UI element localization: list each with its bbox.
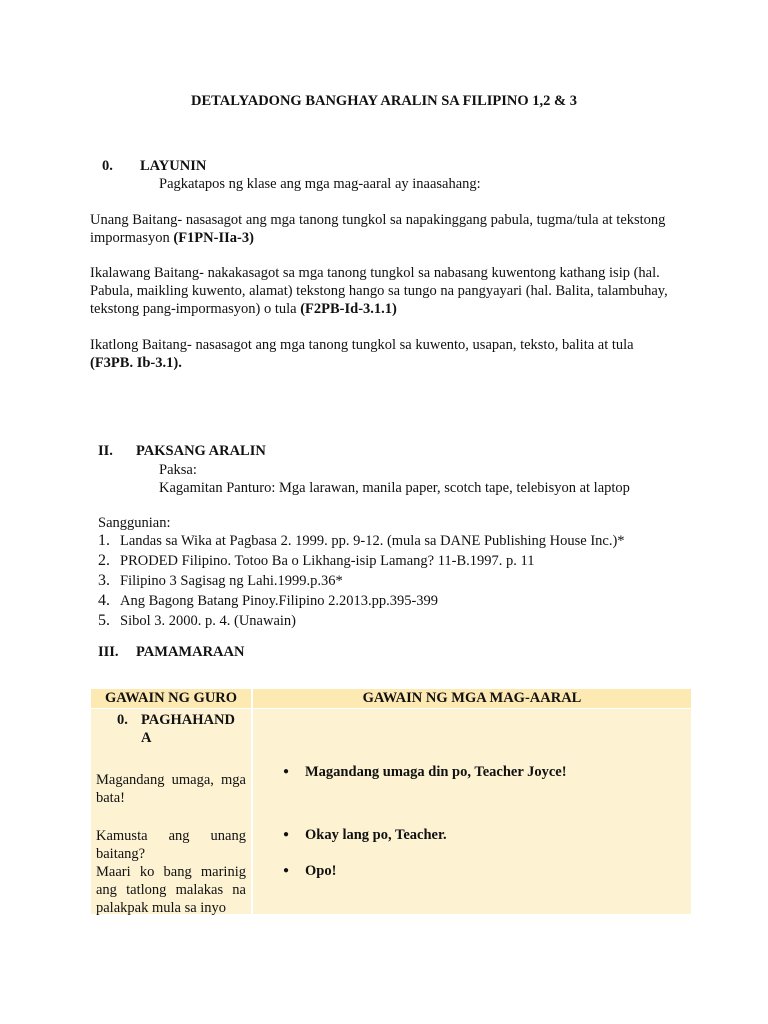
section-number: III.	[98, 644, 119, 660]
objective-grade-1	[90, 211, 680, 247]
student-activity-cell	[252, 709, 691, 915]
layunin-intro: Pagkatapos ng klase ang mga mag-aaral ay inaasahang:	[159, 176, 481, 192]
objective-code: (F3PB. Ib-3.1).	[90, 355, 182, 371]
activity-table	[91, 689, 691, 914]
document-title: DETALYADONG BANGHAY ARALIN SA FILIPINO 1,2 & 3	[191, 93, 577, 109]
bullet-icon: ●	[283, 766, 290, 777]
student-column-header: GAWAIN NG MGA MAG-AARAL	[252, 689, 691, 709]
section-title: PAMAMARAAN	[136, 644, 245, 660]
objective-code: (F2PB-Id-3.1.1)	[300, 301, 397, 317]
reference-item: 1. Landas sa Wika at Pagbasa 2. 1999. pp. 9-12. (mula sa DANE Publishing House Inc.)*	[98, 532, 625, 549]
objective-text: Ikalawang Baitang- nakakasagot sa mga tanong tungkol sa nabasang kuwentong kathang isip (hal. Pabula, maikling kuwento, alamat) tekstong hango sa tungo na pangyayari (hal. Balita, talambuhay, tekstong pang-impormasyon) o tula	[90, 265, 668, 317]
teacher-line-kamusta: Kamusta ang unang baitang?	[96, 828, 246, 862]
paksa-label: Paksa:	[159, 462, 197, 478]
references-list	[98, 531, 625, 631]
student-response-1: ● Magandang umaga din po, Teacher Joyce!	[283, 764, 567, 780]
reference-item: 2. PRODED Filipino. Totoo Ba o Likhang-isip Lamang? 11-B.1997. p. 11	[98, 552, 535, 569]
teacher-line-greeting: Magandang umaga, mga bata!	[96, 772, 246, 806]
objective-text: Unang Baitang- nasasagot ang mga tanong tungkol sa napakinggang pabula, tugma/tula at tekstong impormasyon	[90, 212, 666, 246]
teacher-column-header: GAWAIN NG GURO	[91, 689, 252, 709]
objective-grade-2	[90, 264, 680, 318]
objective-grade-3	[90, 336, 680, 372]
section-paksang-aralin-heading	[98, 442, 266, 460]
student-response-3: ● Opo!	[283, 863, 337, 879]
sanggunian-label: Sanggunian:	[98, 515, 171, 531]
section-pamamaraan-heading	[98, 643, 244, 661]
kagamitan-line: Kagamitan Panturo: Mga larawan, manila paper, scotch tape, telebisyon at laptop	[159, 480, 630, 496]
teacher-line-palakpak: Maari ko bang marinig ang tatlong malakas na palakpak mula sa inyo	[96, 864, 246, 916]
reference-item: 4. Ang Bagong Batang Pinoy.Filipino 2.2013.pp.395-399	[98, 592, 439, 609]
section-title: PAKSANG ARALIN	[136, 443, 266, 459]
reference-item: 3. Filipino 3 Sagisag ng Lahi.1999.p.36*	[98, 572, 343, 589]
reference-item: 5. Sibol 3. 2000. p. 4. (Unawain)	[98, 612, 296, 629]
section-title: LAYUNIN	[140, 158, 207, 174]
objective-code: (F1PN-IIa-3)	[173, 230, 254, 246]
section-number: 0.	[102, 158, 113, 174]
objective-text: Ikatlong Baitang- nasasagot ang mga tanong tungkol sa kuwento, usapan, teksto, balita at tula	[90, 337, 634, 353]
subsection-paghahanda: 0. PAGHAHAND A	[117, 712, 235, 746]
teacher-activity-cell	[91, 709, 252, 915]
bullet-icon: ●	[283, 865, 290, 876]
student-response-2: ● Okay lang po, Teacher.	[283, 827, 447, 843]
section-layunin-heading	[102, 157, 206, 175]
bullet-icon: ●	[283, 829, 290, 840]
section-number: II.	[98, 443, 113, 459]
